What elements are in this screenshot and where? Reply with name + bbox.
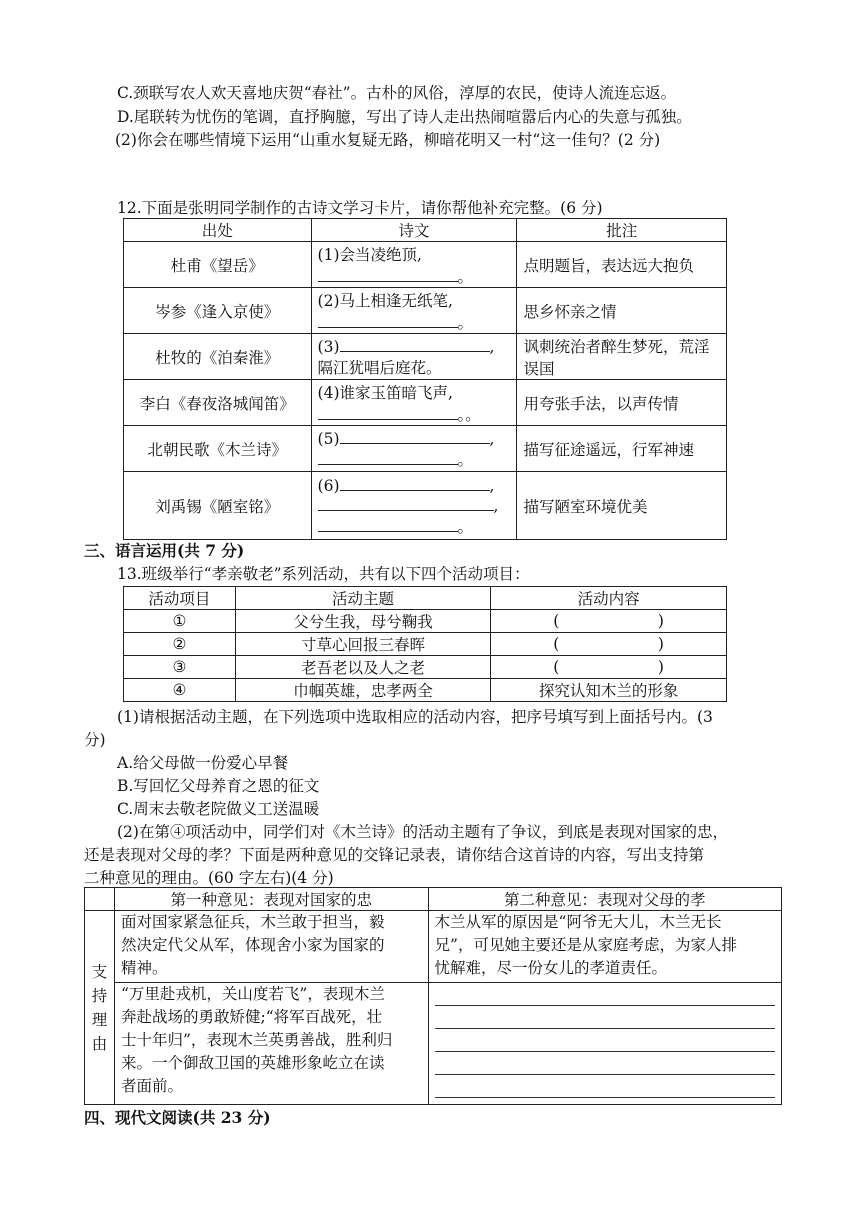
debate-corner	[85, 888, 115, 911]
q12-source-6: 刘禹锡《陋室铭》	[124, 472, 312, 540]
q12-card-table	[123, 218, 727, 540]
answer-blank[interactable]	[318, 404, 458, 420]
poem-punct: ,	[489, 337, 495, 356]
answer-blank[interactable]	[318, 516, 458, 532]
opinion-2-answer-area[interactable]	[428, 983, 781, 1105]
q13-header-item: 活动项目	[124, 587, 236, 610]
side-char: 持	[91, 986, 108, 1005]
poem-line: (2)马上相逢无纸笔,	[317, 291, 453, 310]
q12-note-6: 描写陋室环境优美	[517, 472, 727, 540]
poem-punct: ,	[489, 429, 495, 448]
poem-line: (5)	[317, 429, 340, 448]
q13-header-content: 活动内容	[491, 587, 727, 610]
activity-content: 探究认知木兰的形象	[491, 679, 727, 702]
q11-option-d: D.尾联转为忧伤的笔调，直抒胸臆，写出了诗人走出热闹喧嚣后内心的失意与孤独。	[117, 108, 692, 126]
answer-blank[interactable]	[318, 449, 458, 465]
q12-note-1: 点明题旨，表达远大抱负	[517, 242, 727, 288]
activity-theme: 老吾老以及人之老	[235, 656, 490, 679]
q13-option-c: C.周末去敬老院做义工送温暖	[117, 800, 320, 818]
poem-punct: ,	[489, 476, 495, 495]
reason-line: 然决定代父从军，体现舍小家为国家的	[120, 936, 385, 954]
q12-header-note: 批注	[517, 219, 727, 242]
answer-line[interactable]	[435, 1052, 775, 1075]
reason-line: 者面前。	[120, 1077, 183, 1095]
q12-title: 12.下面是张明同学制作的古诗文学习卡片，请你帮他补充完整。(6 分)	[117, 199, 603, 217]
opinion-2-reason-1	[428, 911, 781, 983]
support-reason-label	[85, 911, 115, 1105]
reason-line: 士十年归”，表现木兰英勇善战，胜利归	[120, 1031, 393, 1049]
q12-header-source: 出处	[124, 219, 312, 242]
activity-theme: 父兮生我，母兮鞠我	[235, 610, 490, 633]
q13-option-b: B.写回忆父母养育之恩的征文	[117, 777, 320, 795]
answer-blank[interactable]	[318, 312, 458, 328]
q12-poem-6	[311, 472, 517, 540]
side-char: 理	[91, 1010, 108, 1029]
reason-line: 木兰从军的原因是“阿爷无大儿，木兰无长	[434, 913, 722, 931]
activity-theme: 寸草心回报三春晖	[235, 633, 490, 656]
q13-activity-table	[123, 586, 727, 702]
answer-blank[interactable]	[318, 495, 494, 511]
answer-blank[interactable]	[318, 266, 458, 282]
q12-note-4: 用夸张手法，以声传情	[517, 380, 727, 426]
q13-sub2-line1: (2)在第④项活动中，同学们对《木兰诗》的活动主题有了争议，到底是表现对国家的忠，	[117, 823, 728, 841]
q12-source-4: 李白《春夜洛城闻笛》	[124, 380, 312, 426]
q12-poem-5	[311, 426, 517, 472]
q11-option-c: C.颈联写农人欢天喜地庆贺“春社”。古朴的风俗，淳厚的农民，使诗人流连忘返。	[117, 84, 677, 102]
section-4-heading: 四、现代文阅读(共 23 分)	[84, 1108, 271, 1127]
answer-line[interactable]	[435, 1075, 775, 1098]
q13-sub2-line2: 还是表现对父母的孝？下面是两种意见的交锋记录表，请你结合这首诗的内容，写出支持第	[84, 846, 705, 864]
q13-title: 13.班级举行“孝亲敬老”系列活动，共有以下四个活动项目：	[117, 565, 530, 583]
q12-poem-2	[311, 288, 517, 334]
q12-poem-1	[311, 242, 517, 288]
q12-source-5: 北朝民歌《木兰诗》	[124, 426, 312, 472]
poem-line: (4)谁家玉笛暗飞声,	[317, 383, 453, 402]
poem-line: (3)	[317, 337, 340, 356]
poem-punct: ,	[493, 496, 499, 515]
reason-line: 来。一个御敌卫国的英雄形象屹立在读	[120, 1054, 385, 1072]
poem-punct: 。	[457, 267, 474, 286]
q12-poem-3	[311, 334, 517, 380]
q13-sub1-line2: 分)	[84, 731, 106, 749]
poem-line: (6)	[317, 476, 340, 495]
q12-note-3: 讽刺统治者醉生梦死，荒淫误国	[517, 334, 727, 380]
reason-line: 精神。	[120, 959, 168, 977]
activity-number: ①	[124, 610, 236, 633]
q12-header-poem: 诗文	[311, 219, 517, 242]
q12-source-1: 杜甫《望岳》	[124, 242, 312, 288]
q13-debate-table	[84, 887, 782, 1105]
q13-header-theme: 活动主题	[235, 587, 490, 610]
reason-line: “万里赴戎机，关山度若飞”，表现木兰	[120, 985, 385, 1003]
poem-punct: 。	[457, 450, 474, 469]
opinion-1-reason-1	[114, 911, 428, 983]
q13-option-a: A.给父母做一份爱心早餐	[117, 754, 289, 772]
activity-number: ③	[124, 656, 236, 679]
q12-source-2: 岑参《逢入京使》	[124, 288, 312, 334]
poem-line: (1)会当凌绝顶,	[317, 245, 422, 264]
side-char: 支	[91, 962, 108, 981]
reason-line: 面对国家紧急征兵，木兰敢于担当，毅	[120, 913, 385, 931]
q11-subquestion-2: (2)你会在哪些情境下运用“山重水复疑无路，柳暗花明又一村“这一佳句？(2 分)	[115, 131, 661, 149]
q12-note-5: 描写征途遥远，行军神速	[517, 426, 727, 472]
answer-blank[interactable]	[340, 475, 490, 491]
poem-punct: 。	[457, 313, 474, 332]
opinion-2-header: 第二种意见：表现对父母的孝	[428, 888, 781, 911]
activity-content-answer[interactable]: ( )	[491, 633, 727, 656]
poem-line: 隔江犹唱后庭花。	[317, 358, 442, 377]
q13-sub2-line3: 二种意见的理由。(60 字左右)(4 分)	[84, 869, 334, 887]
activity-number: ④	[124, 679, 236, 702]
opinion-1-reason-2	[114, 983, 428, 1105]
activity-content-answer[interactable]: ( )	[491, 656, 727, 679]
answer-blank[interactable]	[340, 336, 490, 352]
answer-line[interactable]	[435, 1029, 775, 1052]
poem-punct: 。	[457, 517, 474, 536]
activity-content-answer[interactable]: ( )	[491, 610, 727, 633]
reason-line: 忧解难，尽一份女儿的孝道责任。	[434, 959, 668, 977]
activity-theme: 巾帼英雄，忠孝两全	[235, 679, 490, 702]
reason-line: 兄”，可见她主要还是从家庭考虑，为家人排	[434, 936, 737, 954]
opinion-1-header: 第一种意见：表现对国家的忠	[114, 888, 428, 911]
side-char: 由	[91, 1034, 108, 1053]
q12-poem-4	[311, 380, 517, 426]
section-3-heading: 三、语言运用(共 7 分)	[84, 541, 245, 560]
activity-number: ②	[124, 633, 236, 656]
q12-source-3: 杜牧的《泊秦淮》	[124, 334, 312, 380]
q12-note-2: 思乡怀亲之情	[517, 288, 727, 334]
answer-blank[interactable]	[340, 428, 490, 444]
answer-line[interactable]	[435, 1006, 775, 1029]
reason-line: 奔赴战场的勇敢矫健;“将军百战死，壮	[120, 1008, 383, 1026]
q13-sub1-line1: (1)请根据活动主题，在下列选项中选取相应的活动内容，把序号填写到上面括号内。(3	[117, 708, 713, 726]
answer-line[interactable]	[435, 983, 775, 1006]
poem-punct: 。。	[457, 405, 481, 424]
